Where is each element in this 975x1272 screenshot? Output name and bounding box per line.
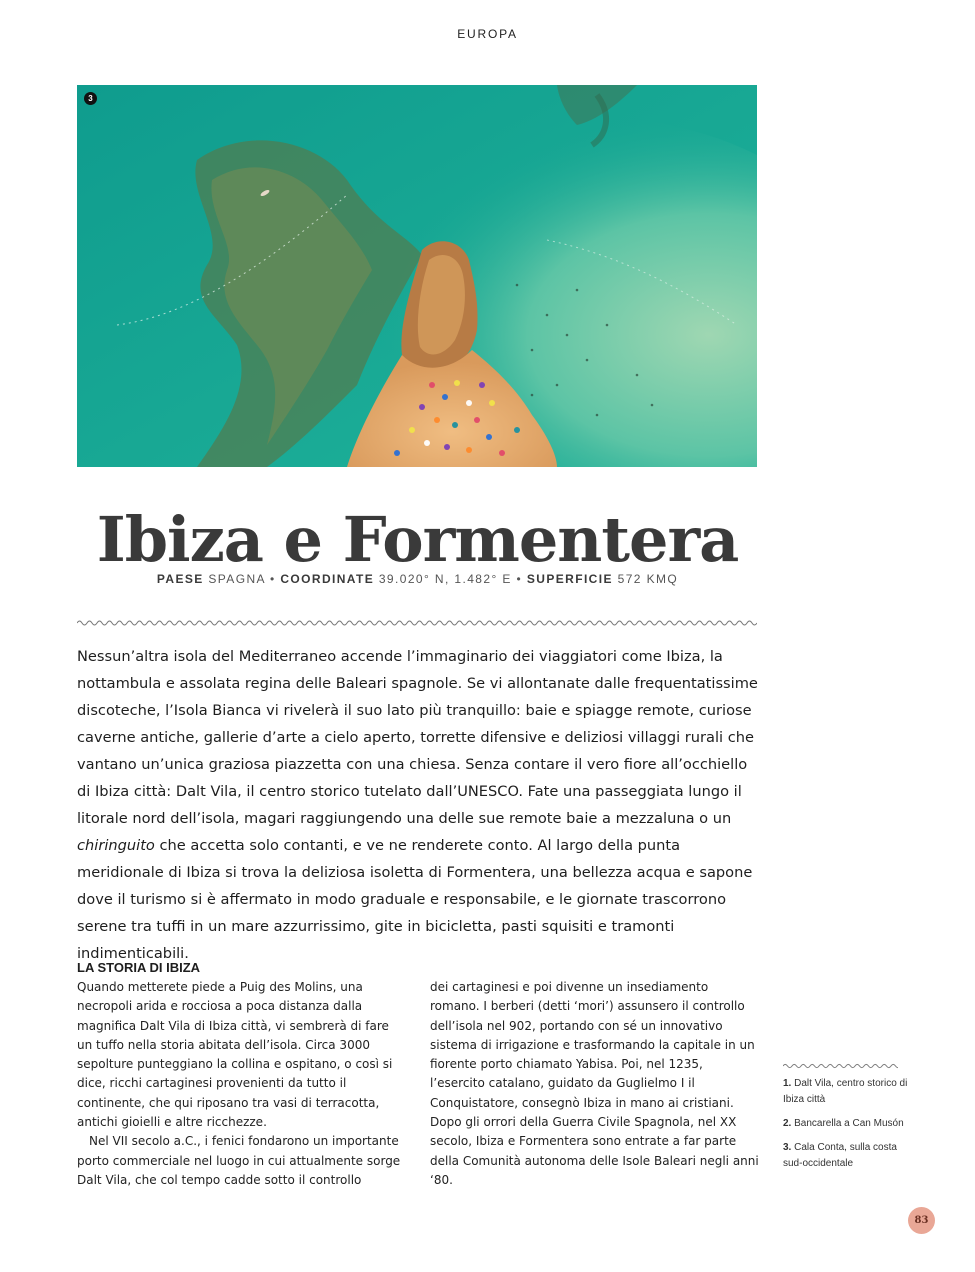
aerial-photo-illustration xyxy=(77,85,757,467)
coordinates-value: 39.020° N, 1.482° E xyxy=(378,572,512,586)
history-column-1 xyxy=(77,978,407,1190)
history-paragraph: Nel VII secolo a.C., i fenici fondarono un importante porto commerciale nel luogo in cui attualmente sorge Dalt Vila, che col tempo cadde sotto il controllo xyxy=(77,1134,401,1187)
caption-text: Dalt Vila, centro storico di Ibiza città xyxy=(783,1078,908,1105)
section-label: EUROPA xyxy=(457,27,518,41)
page-title: Ibiza e Formentera xyxy=(96,503,739,576)
caption-number: 1. xyxy=(783,1078,792,1089)
caption-wavy-divider xyxy=(783,1062,898,1070)
caption-item xyxy=(783,1116,913,1132)
caption-number: 2. xyxy=(783,1118,792,1129)
intro-text-part1: Nessun’altra isola del Mediterraneo accende l’immaginario dei viaggiatori come Ibiza, la nottambula e assolata regina delle Baleari spagnole. Se vi allontanate dalle frequentatissime discoteche, l’Isola Bianca vi rivelerà il suo lato più tranquillo: baie e spiagge remote, curiose caverne antiche, gallerie d’arte a cielo aperto, torrette difensive e deliziosi villaggi rurali che vantano un’unica graziosa piazzetta con una chiesa. Senza contare il vero fiore all’occhiello di Ibiza città: Dalt Vila, il centro storico tutelato dall’UNESCO. Fate una passeggiata lungo il litorale nord dell’isola, magari raggiungendo una delle sue remote baie a mezzaluna o un xyxy=(77,648,758,827)
intro-paragraph xyxy=(77,643,762,967)
fact-separator: • xyxy=(516,572,523,586)
wavy-divider xyxy=(77,618,757,628)
history-paragraph: Quando metterete piede a Puig des Molins, una necropoli arida e rocciosa a poca distanza dalla magnifica Dalt Vila di Ibiza città, vi sembrerà di fare un tuffo nella storia abitata dell’isola. Circa 3000 sepolture punteggiano la collina e ospitano, o così si dice, ricchi cartaginesi provenienti da tutto il continente, che qui riposano tra vasi di terracotta, antichi gioielli e altre ricchezze. xyxy=(77,980,393,1130)
caption-text: Bancarella a Can Musón xyxy=(794,1118,904,1129)
country-value: SPAGNA xyxy=(208,572,266,586)
intro-text-part2: che accetta solo contanti, e ve ne renderete conto. Al largo della punta meridionale di Ibiza si trova la deliziosa isoletta di Formentera, una bellezza acqua e sapone dove il turismo si è affermato in modo graduale e responsabile, e le giornate trascorrono serene tra tuffi in un mare azzurrissimo, gite in bicicletta, pasti squisiti e tramonti indimenticabili. xyxy=(77,837,753,962)
country-label: PAESE xyxy=(156,572,204,586)
history-heading: LA STORIA DI IBIZA xyxy=(77,960,201,975)
caption-number: 3. xyxy=(783,1142,792,1153)
area-value: 572 KMQ xyxy=(617,572,679,586)
history-column-2 xyxy=(430,978,760,1190)
page-number: 83 xyxy=(908,1207,935,1234)
fact-separator: • xyxy=(270,572,276,586)
intro-italic-term: chiringuito xyxy=(77,837,155,854)
fact-line xyxy=(0,572,835,586)
aerial-beach-photo xyxy=(77,85,757,467)
photo-number-badge: 3 xyxy=(84,92,97,105)
area-label: SUPERFICIE xyxy=(526,572,613,586)
caption-item xyxy=(783,1140,913,1172)
history-paragraph: dei cartaginesi e poi divenne un insediamento romano. I berberi (detti ‘mori’) assunsero il controllo dell’isola nel 902, portando con sé un innovativo sistema di irrigazione e trasformando la capitale in un fiorente porto chiamato Yabisa. Poi, nel 1235, l’esercito catalano, guidato da Guglielmo I il Conquistatore, consegnò Ibiza in mano ai cristiani. Dopo gli orrori della Guerra Civile Spagnola, nel XX secolo, Ibiza e Formentera sono entrate a far parte della Comunità autonoma delle Isole Baleari negli anni ‘80. xyxy=(430,980,759,1187)
coordinates-label: COORDINATE xyxy=(280,572,375,586)
caption-text: Cala Conta, sulla costa sud-occidentale xyxy=(783,1142,897,1169)
caption-item xyxy=(783,1076,913,1108)
photo-captions xyxy=(783,1076,913,1180)
